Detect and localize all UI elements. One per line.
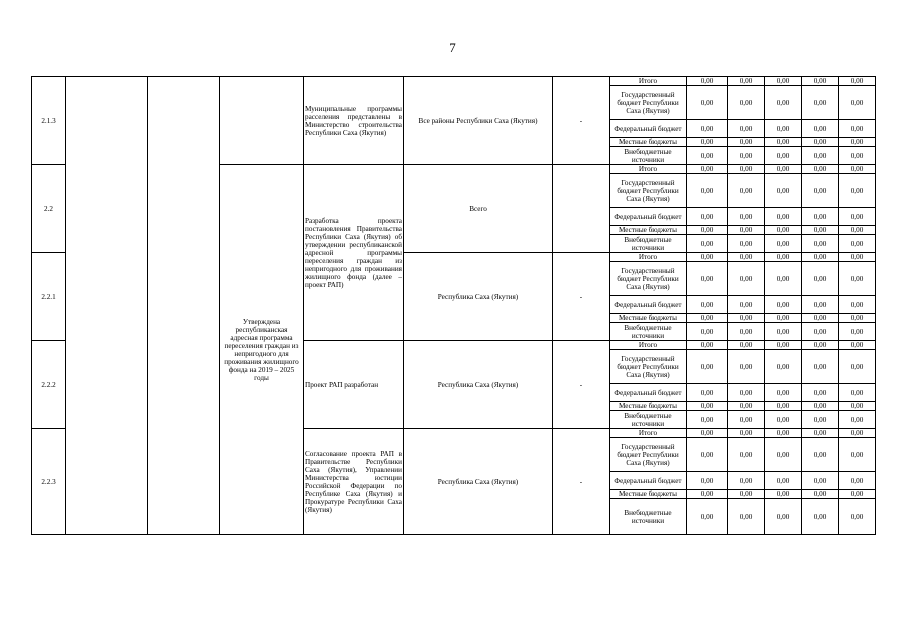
funding-source-label: Федеральный бюджет xyxy=(610,120,687,138)
amount-cell: 0,00 xyxy=(839,472,876,490)
amount-cell: 0,00 xyxy=(728,138,765,147)
amount-cell: 0,00 xyxy=(802,384,839,402)
amount-cell: 0,00 xyxy=(839,384,876,402)
amount-cell: 0,00 xyxy=(687,490,728,499)
territory-cell: Все районы Республики Саха (Якутия) xyxy=(404,77,553,165)
amount-cell: 0,00 xyxy=(765,120,802,138)
territory-cell: Республика Саха (Якутия) xyxy=(404,341,553,429)
amount-cell: 0,00 xyxy=(728,429,765,438)
amount-cell: 0,00 xyxy=(728,402,765,411)
amount-cell: 0,00 xyxy=(839,86,876,120)
amount-cell: 0,00 xyxy=(687,350,728,384)
amount-cell: 0,00 xyxy=(728,411,765,429)
amount-cell: 0,00 xyxy=(839,226,876,235)
amount-cell: 0,00 xyxy=(839,208,876,226)
funding-source-label: Местные бюджеты xyxy=(610,402,687,411)
territory-cell: Республика Саха (Якутия) xyxy=(404,429,553,535)
amount-cell: 0,00 xyxy=(687,341,728,350)
empty-cell xyxy=(220,77,304,165)
amount-cell: 0,00 xyxy=(839,262,876,296)
amount-cell: 0,00 xyxy=(687,253,728,262)
amount-cell: 0,00 xyxy=(687,147,728,165)
row-code: 2.2.3 xyxy=(32,429,66,535)
amount-cell: 0,00 xyxy=(802,262,839,296)
funding-source-label: Государственный бюджет Республики Саха (Якутия) xyxy=(610,174,687,208)
amount-cell: 0,00 xyxy=(839,490,876,499)
amount-cell: 0,00 xyxy=(839,341,876,350)
amount-cell: 0,00 xyxy=(839,314,876,323)
funding-source-label: Внебюджетные источники xyxy=(610,499,687,535)
amount-cell: 0,00 xyxy=(839,77,876,86)
amount-cell: 0,00 xyxy=(802,341,839,350)
funding-source-label: Федеральный бюджет xyxy=(610,208,687,226)
amount-cell: 0,00 xyxy=(687,174,728,208)
amount-cell: 0,00 xyxy=(765,490,802,499)
amount-cell: 0,00 xyxy=(728,165,765,174)
amount-cell: 0,00 xyxy=(728,120,765,138)
amount-cell: 0,00 xyxy=(728,490,765,499)
amount-cell: 0,00 xyxy=(765,402,802,411)
empty-cell xyxy=(66,77,148,535)
amount-cell: 0,00 xyxy=(802,174,839,208)
amount-cell: 0,00 xyxy=(687,411,728,429)
amount-cell: 0,00 xyxy=(802,253,839,262)
amount-cell: 0,00 xyxy=(839,138,876,147)
funding-source-label: Местные бюджеты xyxy=(610,314,687,323)
amount-cell: 0,00 xyxy=(728,323,765,341)
amount-cell: 0,00 xyxy=(765,438,802,472)
amount-cell: 0,00 xyxy=(687,472,728,490)
funding-source-label: Внебюджетные источники xyxy=(610,411,687,429)
amount-cell: 0,00 xyxy=(839,402,876,411)
funding-source-label: Внебюджетные источники xyxy=(610,323,687,341)
amount-cell: 0,00 xyxy=(802,120,839,138)
amount-cell: 0,00 xyxy=(728,147,765,165)
row-code: 2.2.2 xyxy=(32,341,66,429)
funding-source-label: Итого xyxy=(610,341,687,350)
amount-cell: 0,00 xyxy=(728,174,765,208)
row-code: 2.2.1 xyxy=(32,253,66,341)
funding-source-label: Местные бюджеты xyxy=(610,226,687,235)
amount-cell: 0,00 xyxy=(765,341,802,350)
amount-cell: 0,00 xyxy=(802,350,839,384)
amount-cell: 0,00 xyxy=(765,429,802,438)
row-code: 2.1.3 xyxy=(32,77,66,165)
amount-cell: 0,00 xyxy=(802,296,839,314)
amount-cell: 0,00 xyxy=(765,165,802,174)
amount-cell: 0,00 xyxy=(802,165,839,174)
amount-cell: 0,00 xyxy=(687,226,728,235)
funding-source-label: Государственный бюджет Республики Саха (Якутия) xyxy=(610,86,687,120)
amount-cell: 0,00 xyxy=(728,472,765,490)
task-description: Муниципальные программы расселения представлены в Министерство строительства Республики Саха (Якутия) xyxy=(304,77,404,165)
amount-cell: 0,00 xyxy=(765,253,802,262)
amount-cell: 0,00 xyxy=(802,314,839,323)
territory-cell: Республика Саха (Якутия) xyxy=(404,253,553,341)
amount-cell: 0,00 xyxy=(728,226,765,235)
amount-cell: 0,00 xyxy=(687,438,728,472)
page-number: 7 xyxy=(449,40,456,55)
amount-cell: 0,00 xyxy=(687,86,728,120)
amount-cell: 0,00 xyxy=(839,350,876,384)
amount-cell: 0,00 xyxy=(728,499,765,535)
amount-cell: 0,00 xyxy=(839,174,876,208)
amount-cell: 0,00 xyxy=(728,350,765,384)
funding-source-label: Государственный бюджет Республики Саха (Якутия) xyxy=(610,350,687,384)
table-row xyxy=(32,77,876,86)
funding-source-label: Государственный бюджет Республики Саха (Якутия) xyxy=(610,438,687,472)
amount-cell: 0,00 xyxy=(765,262,802,296)
amount-cell: 0,00 xyxy=(728,438,765,472)
amount-cell: 0,00 xyxy=(765,350,802,384)
amount-cell: 0,00 xyxy=(802,77,839,86)
amount-cell: 0,00 xyxy=(802,86,839,120)
amount-cell: 0,00 xyxy=(765,472,802,490)
funding-source-label: Итого xyxy=(610,253,687,262)
funding-source-label: Федеральный бюджет xyxy=(610,296,687,314)
amount-cell: 0,00 xyxy=(802,323,839,341)
amount-cell: 0,00 xyxy=(802,402,839,411)
amount-cell: 0,00 xyxy=(687,384,728,402)
amount-cell: 0,00 xyxy=(728,384,765,402)
territory-cell: Всего xyxy=(404,165,553,253)
task-description: Разработка проекта постановления Правительства Республики Саха (Якутия) об утверждении республиканской адресной программы переселения граждан из непригодного для проживания жилищного фонда (далее – проект РАП) xyxy=(304,165,404,341)
program-table xyxy=(31,76,876,535)
amount-cell: 0,00 xyxy=(687,138,728,147)
dash-cell: - xyxy=(553,253,610,341)
amount-cell: 0,00 xyxy=(687,296,728,314)
amount-cell: 0,00 xyxy=(765,314,802,323)
amount-cell: 0,00 xyxy=(765,323,802,341)
amount-cell: 0,00 xyxy=(687,235,728,253)
amount-cell: 0,00 xyxy=(802,438,839,472)
amount-cell: 0,00 xyxy=(765,235,802,253)
empty-cell xyxy=(148,77,220,535)
amount-cell: 0,00 xyxy=(728,262,765,296)
amount-cell: 0,00 xyxy=(802,499,839,535)
amount-cell: 0,00 xyxy=(802,147,839,165)
task-description: Проект РАП разработан xyxy=(304,341,404,429)
amount-cell: 0,00 xyxy=(802,472,839,490)
amount-cell: 0,00 xyxy=(765,411,802,429)
amount-cell: 0,00 xyxy=(802,235,839,253)
dash-cell: - xyxy=(553,429,610,535)
amount-cell: 0,00 xyxy=(839,165,876,174)
amount-cell: 0,00 xyxy=(765,138,802,147)
amount-cell: 0,00 xyxy=(687,402,728,411)
funding-source-label: Местные бюджеты xyxy=(610,490,687,499)
amount-cell: 0,00 xyxy=(687,499,728,535)
amount-cell: 0,00 xyxy=(802,208,839,226)
amount-cell: 0,00 xyxy=(765,384,802,402)
dash-cell xyxy=(553,165,610,253)
amount-cell: 0,00 xyxy=(687,323,728,341)
amount-cell: 0,00 xyxy=(687,429,728,438)
amount-cell: 0,00 xyxy=(687,314,728,323)
funding-source-label: Местные бюджеты xyxy=(610,138,687,147)
funding-source-label: Государственный бюджет Республики Саха (Якутия) xyxy=(610,262,687,296)
amount-cell: 0,00 xyxy=(728,296,765,314)
amount-cell: 0,00 xyxy=(839,411,876,429)
amount-cell: 0,00 xyxy=(728,235,765,253)
amount-cell: 0,00 xyxy=(839,429,876,438)
amount-cell: 0,00 xyxy=(765,147,802,165)
amount-cell: 0,00 xyxy=(687,262,728,296)
row-code: 2.2 xyxy=(32,165,66,253)
amount-cell: 0,00 xyxy=(839,438,876,472)
amount-cell: 0,00 xyxy=(728,86,765,120)
amount-cell: 0,00 xyxy=(728,341,765,350)
amount-cell: 0,00 xyxy=(839,235,876,253)
amount-cell: 0,00 xyxy=(839,499,876,535)
amount-cell: 0,00 xyxy=(765,296,802,314)
amount-cell: 0,00 xyxy=(687,208,728,226)
funding-source-label: Внебюджетные источники xyxy=(610,147,687,165)
amount-cell: 0,00 xyxy=(728,314,765,323)
funding-source-label: Итого xyxy=(610,429,687,438)
funding-source-label: Итого xyxy=(610,77,687,86)
amount-cell: 0,00 xyxy=(839,120,876,138)
task-description: Согласование проекта РАП в Правительстве Республики Саха (Якутия), Управлении Министерства юстиции Российской Федерации по Республике Саха (Якутия) и Прокуратуре Республики Саха (Якутия) xyxy=(304,429,404,535)
funding-source-label: Внебюджетные источники xyxy=(610,235,687,253)
amount-cell: 0,00 xyxy=(802,490,839,499)
amount-cell: 0,00 xyxy=(839,147,876,165)
amount-cell: 0,00 xyxy=(687,165,728,174)
amount-cell: 0,00 xyxy=(839,296,876,314)
amount-cell: 0,00 xyxy=(839,253,876,262)
amount-cell: 0,00 xyxy=(728,208,765,226)
amount-cell: 0,00 xyxy=(765,499,802,535)
amount-cell: 0,00 xyxy=(802,138,839,147)
amount-cell: 0,00 xyxy=(802,411,839,429)
amount-cell: 0,00 xyxy=(765,77,802,86)
dash-cell: - xyxy=(553,77,610,165)
amount-cell: 0,00 xyxy=(687,77,728,86)
goal-cell: Утверждена республиканская адресная программа переселения граждан из непригодного для проживания жилищного фонда на 2019 – 2025 годы xyxy=(220,165,304,535)
funding-source-label: Федеральный бюджет xyxy=(610,472,687,490)
amount-cell: 0,00 xyxy=(765,86,802,120)
amount-cell: 0,00 xyxy=(765,208,802,226)
funding-source-label: Итого xyxy=(610,165,687,174)
amount-cell: 0,00 xyxy=(802,429,839,438)
amount-cell: 0,00 xyxy=(802,226,839,235)
amount-cell: 0,00 xyxy=(728,253,765,262)
amount-cell: 0,00 xyxy=(687,120,728,138)
dash-cell: - xyxy=(553,341,610,429)
funding-source-label: Федеральный бюджет xyxy=(610,384,687,402)
amount-cell: 0,00 xyxy=(839,323,876,341)
amount-cell: 0,00 xyxy=(765,174,802,208)
amount-cell: 0,00 xyxy=(765,226,802,235)
amount-cell: 0,00 xyxy=(728,77,765,86)
